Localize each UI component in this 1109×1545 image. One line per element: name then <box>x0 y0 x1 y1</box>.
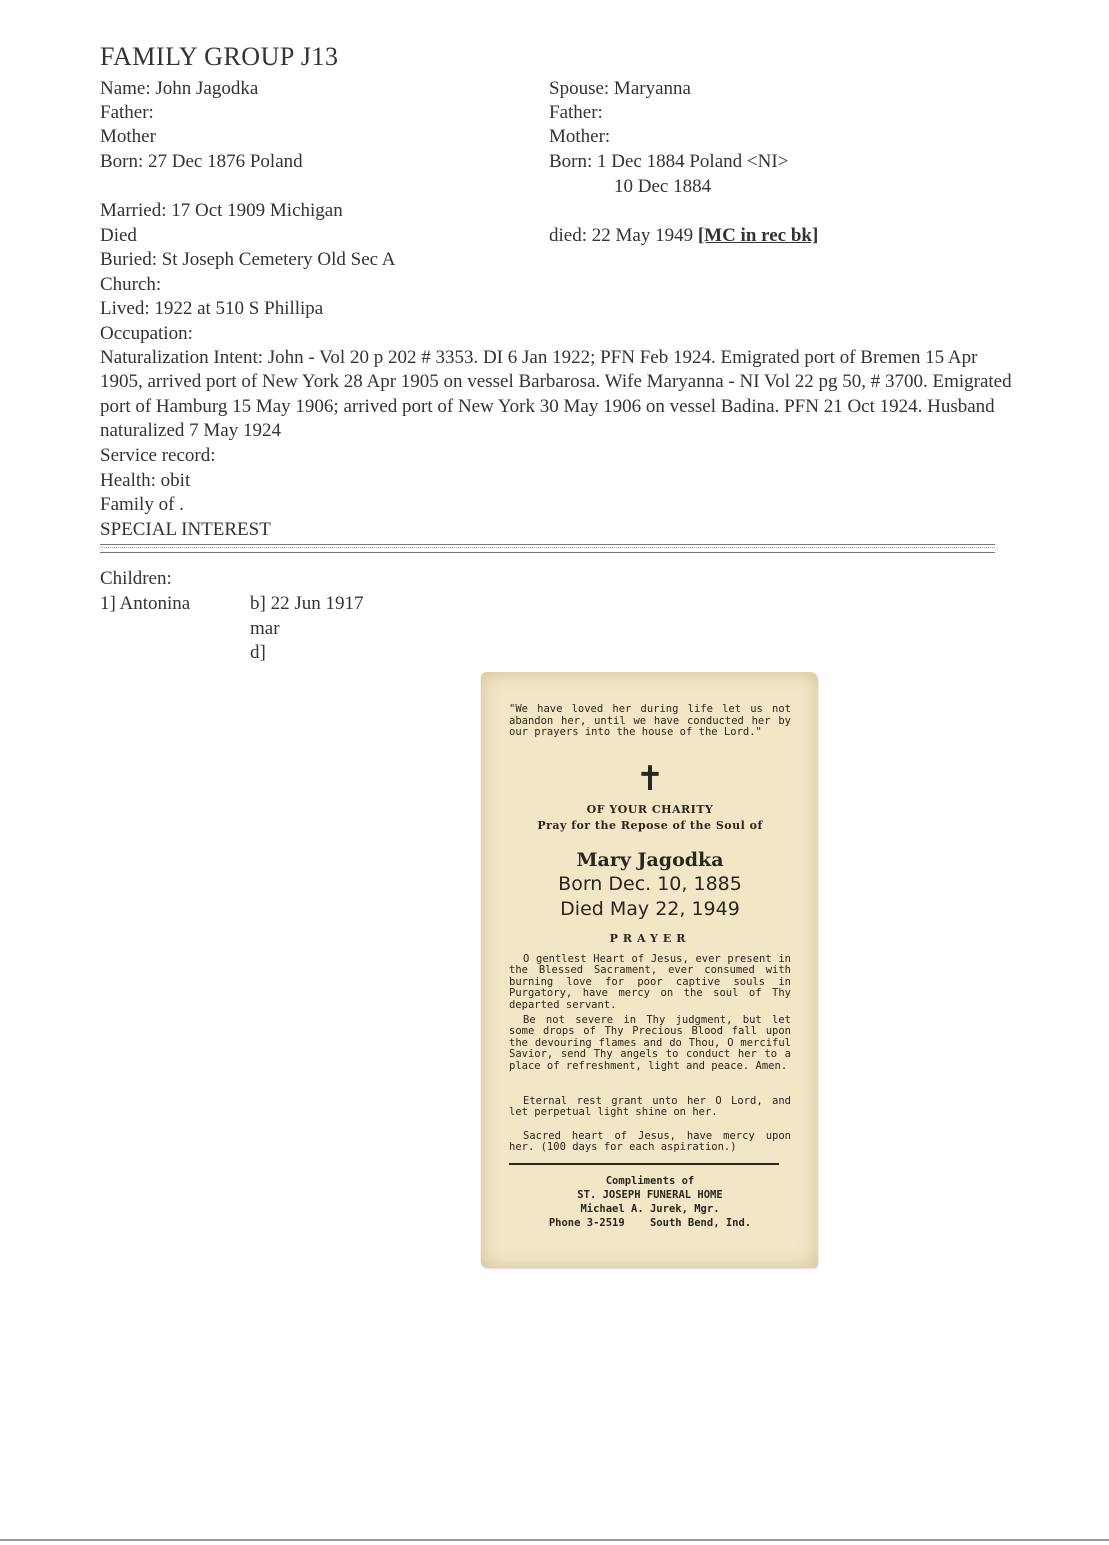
card-divider <box>509 1163 779 1165</box>
husband-died: Died <box>100 225 137 246</box>
service-record: Service record: <box>100 445 216 466</box>
husband-occupation: Occupation: <box>100 323 193 344</box>
spouse-mother: Mother: <box>549 126 611 147</box>
charity-line-2: Pray for the Repose of the Soul of <box>537 819 763 832</box>
prayer-paragraph-4: Sacred heart of Jesus, have mercy upon her. (100 days for each aspiration.) <box>509 1130 791 1154</box>
card-quote: "We have loved her during life let us not abandon her, until we have conducted her by our prayers into the house of the Lord." <box>509 703 791 739</box>
page-bottom-edge <box>0 1539 1109 1541</box>
memorial-card <box>481 672 818 1268</box>
husband-married: Married: 17 Oct 1909 Michigan <box>100 200 343 221</box>
page-title: FAMILY GROUP J13 <box>100 42 339 71</box>
health: Health: obit <box>100 470 191 491</box>
card-charity <box>509 802 791 834</box>
footer-line-4: Phone 3-2519 South Bend, Ind. <box>548 1217 752 1229</box>
spouse-born: Born: 1 Dec 1884 Poland <NI> <box>549 151 789 172</box>
card-born: Born Dec. 10, 1885 <box>558 873 742 895</box>
prayer-heading: PRAYER <box>609 932 691 945</box>
husband-name: Name: John Jagodka <box>100 78 259 99</box>
spouse-born-alt: 10 Dec 1884 <box>614 176 712 197</box>
card-footer <box>509 1174 791 1230</box>
husband-lived: Lived: 1922 at 510 S Phillipa <box>100 298 324 319</box>
prayer-paragraph-3: Eternal rest grant unto her O Lord, and let perpetual light shine on her. <box>509 1095 791 1119</box>
deceased-name: Mary Jagodka <box>576 849 724 871</box>
spouse-father: Father: <box>549 102 603 123</box>
cross-icon: ✝ <box>635 759 665 799</box>
child-name: 1] Antonina <box>100 593 191 614</box>
spouse-died <box>549 224 818 248</box>
husband-buried: Buried: St Joseph Cemetery Old Sec A <box>100 249 396 270</box>
prayer-paragraph-2: Be not severe in Thy judgment, but let some drops of Thy Precious Blood fall upon the devouring flames and do Thou, O merciful Savior, send Thy angels to conduct her to a place of refreshment, light and peace. Amen. <box>509 1014 791 1072</box>
footer-line-3: Michael A. Jurek, Mgr. <box>580 1203 720 1215</box>
naturalization-text: Naturalization Intent: John - Vol 20 p 202 # 3353. DI 6 Jan 1922; PFN Feb 1924. Emigrated port of Bremen 15 Apr 1905, arrived port of New York 28 Apr 1905 on vessel Barbarosa. Wife Maryanna - NI Vol 22 pg 50, # 3700. Emigrated port of Hamburg 15 May 1906; arrived port of New York 30 May 1906 on vessel Badina. PFN 21 Oct 1924. Husband naturalized 7 May 1924 <box>100 347 1012 441</box>
spouse-name: Spouse: Maryanna <box>549 78 691 99</box>
family-of: Family of . <box>100 494 184 515</box>
prayer-paragraph-1: O gentlest Heart of Jesus, ever present in the Blessed Sacrament, ever consumed with burning love for poor captive souls in Purgatory, have mercy on the soul of Thy departed servant. <box>509 953 791 1011</box>
separator <box>100 544 995 553</box>
card-died: Died May 22, 1949 <box>560 898 740 920</box>
husband-father: Father: <box>100 102 154 123</box>
husband-church: Church: <box>100 274 162 295</box>
children-label: Children: <box>100 568 172 589</box>
child-died: d] <box>250 642 266 663</box>
spouse-died-text: died: 22 May 1949 <box>549 225 698 246</box>
charity-line-1: OF YOUR CHARITY <box>586 803 714 816</box>
child-born: b] 22 Jun 1917 <box>250 593 364 614</box>
special-interest: SPECIAL INTEREST <box>100 519 271 540</box>
footer-line-1: Compliments of <box>605 1175 695 1187</box>
card-dates <box>509 872 791 922</box>
child-married: mar <box>250 618 280 639</box>
husband-born: Born: 27 Dec 1876 Poland <box>100 151 303 172</box>
husband-mother: Mother <box>100 126 156 147</box>
footer-line-2: ST. JOSEPH FUNERAL HOME <box>577 1189 723 1201</box>
spouse-died-note: [MC in rec bk] <box>697 225 819 246</box>
